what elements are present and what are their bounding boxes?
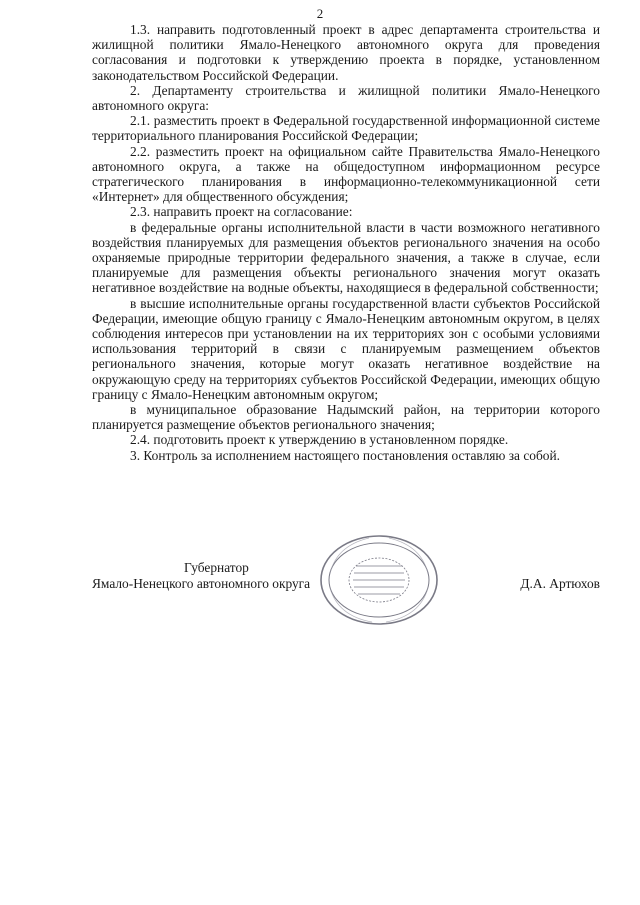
- official-seal-stamp: [314, 532, 444, 628]
- document-body: [92, 22, 600, 463]
- signatory-title: Губернатор: [184, 560, 249, 575]
- signatory-organization: Ямало-Ненецкого автономного округа: [92, 576, 311, 591]
- paragraph-2-1: 2.1. разместить проект в Федеральной государственной информационной системе территориального планирования Российской Федерации;: [92, 113, 600, 144]
- paragraph-federal-organs: в федеральные органы исполнительной власти в части возможного негативного воздействия планируемых для размещения объектов регионального значения на особо охраняемые природные территории федерального значения, а также в случае, если планируемые для размещения объекты регионального значения могут оказать негативное воздействие на водные объекты, находящиеся в федеральной собственности;: [92, 219, 600, 296]
- paragraph-3: 3. Контроль за исполнением настоящего постановления оставляю за собой.: [130, 447, 561, 463]
- paragraph-1-3: 1.3. направить подготовленный проект в адрес департамента строительства и жилищной политики Ямало-Ненецкого автономного округа для проведения согласования и подготовки к утверждению проекта в порядке, установленном законодательством Российской Федерации.: [92, 22, 600, 83]
- paragraph-2-2: 2.2. разместить проект на официальном сайте Правительства Ямало-Ненецкого автономного округа, а также на общедоступном информационном ресурсе стратегического планирования в информационно-телекоммуникационной сети «Интернет» для общественного обсуждения;: [92, 143, 600, 205]
- paragraph-2-3: 2.3. направить проект на согласование:: [130, 204, 353, 220]
- page-number: 2: [316, 6, 324, 21]
- paragraph-2-4: 2.4. подготовить проект к утверждению в установленном порядке.: [130, 432, 509, 448]
- paragraph-municipality: в муниципальное образование Надымский район, на территории которого планируется размещение объектов регионального значения;: [92, 402, 600, 433]
- paragraph-2: 2. Департаменту строительства и жилищной политики Ямало-Ненецкого автономного округа:: [92, 82, 600, 114]
- signatory-name: Д.А. Артюхов: [520, 576, 600, 591]
- paragraph-regional-organs: в высшие исполнительные органы государственной власти субъектов Российской Федерации, имеющие общую границу с Ямало-Ненецким автономным округом, в целях соблюдения интересов при установлении на их территориях зон с особыми условиями использования территорий в связи с планируемым размещением объектов регионального значения, которые могут оказать негативное воздействие на окружающую среду на территориях субъектов Российской Федерации, имеющих общую границу с Ямало-Ненецким автономным округом;: [92, 295, 600, 402]
